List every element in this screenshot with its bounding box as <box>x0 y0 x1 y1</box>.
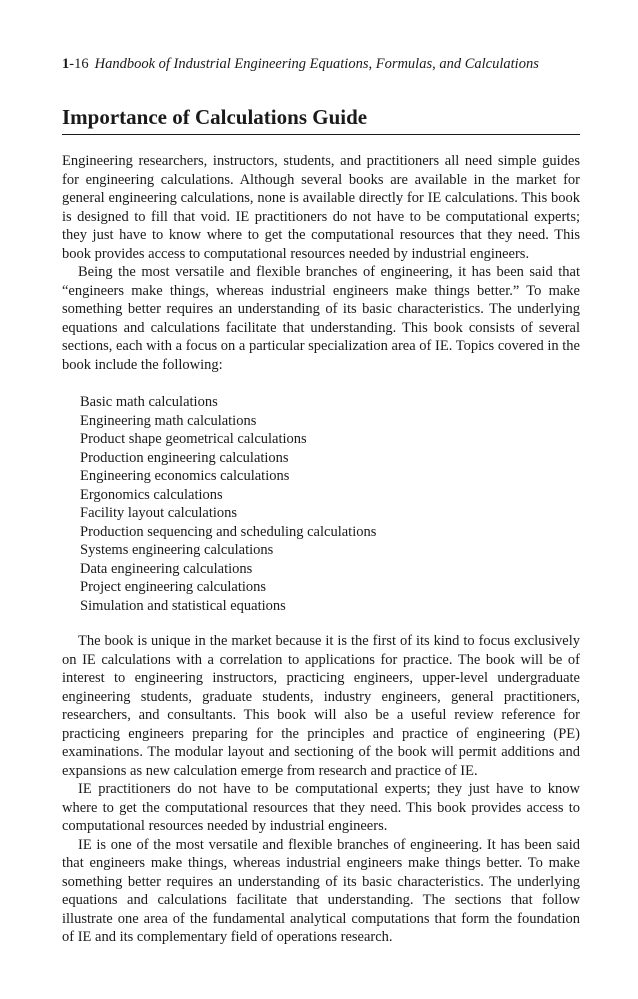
document-page <box>62 54 580 947</box>
list-item: Engineering economics calculations <box>80 468 290 484</box>
page-number <box>62 56 89 72</box>
book-title: Handbook of Industrial Engineering Equations, Formulas, and Calculations <box>94 56 539 72</box>
paragraph-3: The book is unique in the market because it is the first of its kind to focus exclusively on IE calculations with a correlation to applications for practice. The book will be of interest to engineering instructors, practicing engineers, upper-level undergraduate engineering students, graduate students, industry engineers, general practitioners, researchers, and consultants. This book will also be a useful review reference for practicing engineers preparing for the principles and practice of engineering (PE) examinations. The modular layout and sectioning of the book will permit additions and expansions as new calculation emerge from research and practice of IE. <box>62 633 580 779</box>
chapter-number: 1 <box>62 56 70 72</box>
list-item: Production sequencing and scheduling calculations <box>80 523 377 540</box>
paragraph-2: Being the most versatile and flexible branches of engineering, it has been said that “engineers make things, whereas industrial engineers make things better.” To make something better requires an understanding of its basic characteristics. The underlying equations and calculations facilitate that understanding. This book consists of several sections, each with a focus on a particular specialization area of IE. Topics covered in the book include the following: <box>62 264 580 373</box>
running-header <box>62 54 580 74</box>
list-item: Ergonomics calculations <box>80 486 223 503</box>
paragraph-4: IE practitioners do not have to be computational experts; they just have to know where to get the computational resources that they need. This book provides access to computational resources needed by industrial engineers. <box>62 781 580 834</box>
paragraph-5: IE is one of the most versatile and flexible branches of engineering. It has been said that engineers make things, whereas industrial engineers make things better. To make something better requires an understanding of its basic characteristics. The underlying equations and calculations facilitate that understanding. The sections that follow illustrate one area of the fundamental analytical computations that form the foundation of IE and its complementary field of operations research. <box>62 836 580 945</box>
section-title: Importance of Calculations Guide <box>62 104 580 135</box>
list-item: Engineering math calculations <box>80 412 257 429</box>
list-item: Data engineering calculations <box>80 560 253 577</box>
topics-list <box>62 393 580 615</box>
list-item: Simulation and statistical equations <box>80 597 286 614</box>
list-item: Systems engineering calculations <box>80 542 274 558</box>
list-item: Product shape geometrical calculations <box>80 431 307 447</box>
section-body <box>62 152 580 947</box>
page-suffix: -16 <box>69 56 89 72</box>
list-item: Basic math calculations <box>80 394 218 410</box>
list-item: Facility layout calculations <box>80 505 238 521</box>
list-item: Production engineering calculations <box>80 449 289 466</box>
paragraph-1: Engineering researchers, instructors, students, and practitioners all need simple guides for engineering calculations. Although several books are available in the market for general engineering calculations, none is available directly for IE calculations. This book is designed to fill that void. IE practitioners do not have to be computational experts; they just have to know where to get the computational resources that they need. This book provides access to computational resources needed by industrial engineers. <box>62 153 580 262</box>
list-item: Project engineering calculations <box>80 579 267 595</box>
